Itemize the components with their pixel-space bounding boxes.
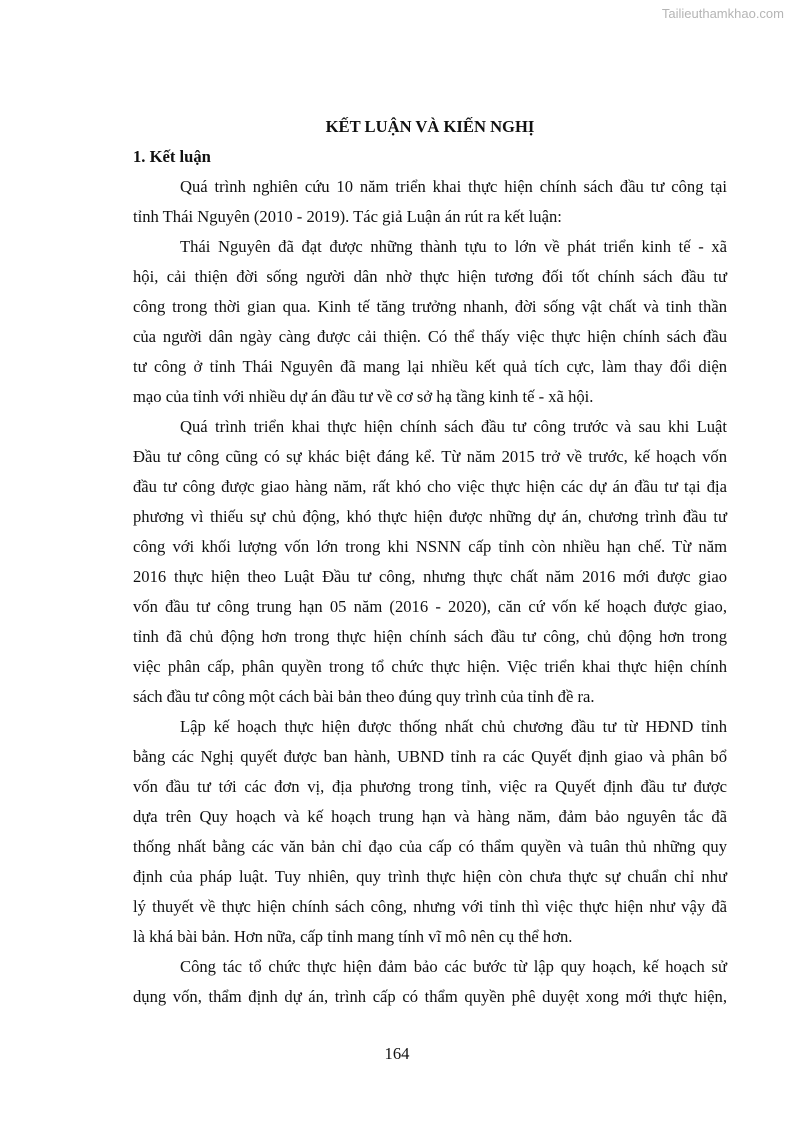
text-line: 2016 thực hiện theo Luật Đầu tư công, nhưng thực chất năm 2016 mới được giao: [133, 567, 727, 586]
text-line: tỉnh đã chủ động hơn trong thực hiện chính sách đầu tư công, chủ động hơn trong: [133, 627, 727, 646]
text-line: tỉnh Thái Nguyên (2010 - 2019). Tác giả Luận án rút ra kết luận:: [133, 207, 562, 226]
paragraph: [133, 412, 727, 712]
document-body: [133, 112, 727, 1012]
text-line: đầu tư công được giao hàng năm, rất khó cho việc thực hiện các dự án đầu tư tại địa: [133, 477, 727, 496]
text-line: là khá bài bản. Hơn nữa, cấp tỉnh mang tính vĩ mô nên cụ thể hơn.: [133, 927, 573, 946]
text-line: Đầu tư công cũng có sự khác biệt đáng kể. Từ năm 2015 trở về trước, kế hoạch vốn: [133, 447, 727, 466]
text-line: tư công ở tỉnh Thái Nguyên đã mang lại nhiều kết quả tích cực, làm thay đổi diện: [133, 357, 727, 376]
text-line: định của pháp luật. Tuy nhiên, quy trình thực hiện còn chưa thực sự chuẩn chỉ như: [133, 867, 727, 886]
text-line: của người dân ngày càng được cải thiện. Có thể thấy việc thực hiện chính sách đầu: [133, 327, 727, 346]
text-line: Quá trình nghiên cứu 10 năm triển khai thực hiện chính sách đầu tư công tại: [180, 177, 727, 196]
text-line: lý thuyết về thực hiện chính sách công, nhưng với tỉnh thì việc thực hiện như vậy đã: [133, 897, 727, 916]
text-line: mạo của tỉnh với nhiều dự án đầu tư về cơ sở hạ tầng kinh tế - xã hội.: [133, 387, 594, 406]
watermark: Tailieuthamkhao.com: [661, 6, 784, 21]
page-number: 164: [384, 1044, 410, 1063]
paragraph: [133, 232, 727, 412]
text-line: việc phân cấp, phân quyền trong tổ chức thực hiện. Việc triển khai thực hiện chính: [133, 657, 727, 676]
text-line: Công tác tổ chức thực hiện đảm bảo các bước từ lập quy hoạch, kế hoạch sử: [180, 957, 727, 976]
section-heading: 1. Kết luận: [133, 147, 211, 166]
text-line: công với khối lượng vốn lớn trong khi NSNN cấp tỉnh còn nhiều hạn chế. Từ năm: [133, 537, 727, 556]
text-line: hội, cải thiện đời sống người dân nhờ thực hiện tương đối tốt chính sách đầu tư: [133, 267, 727, 286]
paragraph: [133, 952, 727, 1012]
text-line: Lập kế hoạch thực hiện được thống nhất chủ chương đầu tư từ HĐND tỉnh: [180, 717, 727, 736]
text-line: phương vì thiếu sự chủ động, khó thực hiện được những dự án, chương trình đầu tư: [133, 507, 727, 526]
text-line: vốn đầu tư tới các đơn vị, địa phương trong tỉnh, việc ra Quyết định đầu tư được: [133, 777, 727, 796]
text-line: sách đầu tư công một cách bài bản theo đúng quy trình của tỉnh đề ra.: [133, 687, 595, 706]
text-line: công trong thời gian qua. Kinh tế tăng trưởng nhanh, đời sống vật chất và tinh thần: [133, 297, 727, 316]
paragraph: [133, 712, 727, 952]
paragraph: [133, 172, 727, 232]
text-line: dựa trên Quy hoạch và kế hoạch trung hạn và hàng năm, đảm bảo nguyên tắc đã: [133, 807, 727, 826]
text-line: vốn đầu tư công trung hạn 05 năm (2016 - 2020), căn cứ vốn kế hoạch được giao,: [133, 597, 727, 616]
text-line: dụng vốn, thẩm định dự án, trình cấp có thẩm quyền phê duyệt xong mới thực hiện,: [133, 987, 727, 1006]
text-line: Thái Nguyên đã đạt được những thành tựu to lớn về phát triển kinh tế - xã: [180, 237, 727, 256]
text-line: thống nhất bằng các văn bản chỉ đạo của cấp có thẩm quyền và tuân thủ những quy: [133, 837, 727, 856]
text-line: Quá trình triển khai thực hiện chính sách đầu tư công trước và sau khi Luật: [180, 417, 727, 436]
page-title: KẾT LUẬN VÀ KIẾN NGHỊ: [325, 117, 535, 136]
paragraphs: [133, 172, 727, 1012]
text-line: bằng các Nghị quyết được ban hành, UBND tỉnh ra các Quyết định giao và phân bổ: [133, 747, 727, 766]
